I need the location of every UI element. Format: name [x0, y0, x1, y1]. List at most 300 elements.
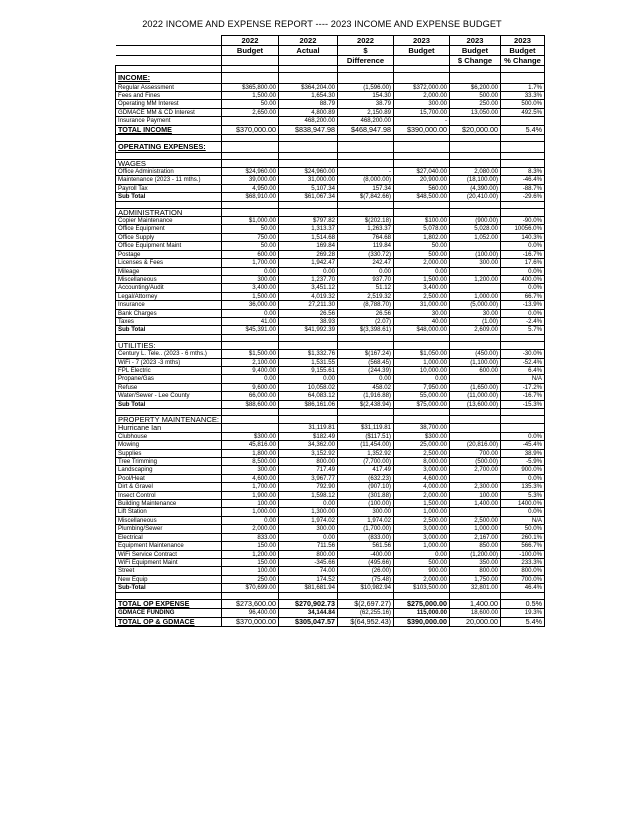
cell-value: 4,950.00 [222, 184, 279, 192]
cell-value: 5.3% [501, 491, 545, 499]
cell-value: 500.0% [501, 100, 545, 108]
cell-value: 468,200.00 [279, 117, 338, 125]
cell-value: $305,047.57 [279, 617, 338, 627]
cell-value [450, 208, 501, 216]
cell-value: 50.00 [222, 225, 279, 233]
cell-value: 2,500.00 [394, 449, 450, 457]
row-label: Dirt & Gravel [116, 483, 222, 491]
row-label: Maintenance (2023 - 11 mths.) [116, 176, 222, 184]
cell-value [222, 73, 279, 84]
cell-value [450, 508, 501, 516]
cell-value: 500.00 [450, 91, 501, 99]
table-row [116, 358, 545, 366]
cell-value: 34,144.84 [279, 609, 338, 617]
cell-value [394, 142, 450, 153]
cell-value: 40.00 [394, 317, 450, 325]
cell-value: 833.00 [222, 533, 279, 541]
row-label: Hurricane Ian [116, 424, 222, 432]
cell-value [394, 152, 450, 159]
cell-value: 600.00 [222, 250, 279, 258]
cell-value: $45,391.00 [222, 326, 279, 334]
cell-value: 1.7% [501, 83, 545, 91]
cell-value [338, 341, 394, 349]
cell-value: 1,263.37 [338, 225, 394, 233]
cell-value: 0.00 [222, 309, 279, 317]
row-label: Electrical [116, 533, 222, 541]
table-row [116, 432, 545, 440]
cell-value: 1,531.55 [279, 358, 338, 366]
row-label: Pool/Heat [116, 474, 222, 482]
table-row [116, 217, 545, 225]
table-row [116, 108, 545, 116]
cell-value: (18,100.00) [450, 176, 501, 184]
table-row [116, 135, 545, 142]
cell-value [338, 159, 394, 167]
row-label: Accounting/Audit [116, 284, 222, 292]
table-row [116, 334, 545, 341]
row-label: FPL Electric [116, 366, 222, 374]
cell-value [222, 142, 279, 153]
cell-value [338, 135, 394, 142]
cell-value: N/A [501, 375, 545, 383]
cell-value [338, 334, 394, 341]
column-header: % Change [501, 56, 545, 66]
cell-value [450, 159, 501, 167]
column-header: 2023 [501, 36, 545, 46]
cell-value: 717.49 [279, 466, 338, 474]
cell-value [450, 416, 501, 424]
cell-value: 800.0% [501, 567, 545, 575]
cell-value: 1,654.30 [279, 91, 338, 99]
table-row [116, 309, 545, 317]
cell-value [222, 424, 279, 432]
row-label [116, 66, 222, 73]
cell-value: 13,050.00 [450, 108, 501, 116]
cell-value [501, 152, 545, 159]
cell-value: 1,700.00 [222, 483, 279, 491]
cell-value [222, 152, 279, 159]
cell-value: 300.00 [222, 275, 279, 283]
cell-value: (500.00) [450, 458, 501, 466]
cell-value: 2,500.00 [394, 516, 450, 524]
cell-value [501, 159, 545, 167]
cell-value [222, 341, 279, 349]
cell-value: 169.84 [279, 242, 338, 250]
column-header: 2023 [450, 36, 501, 46]
column-header: Budget [394, 46, 450, 56]
cell-value: 0.00 [338, 375, 394, 383]
cell-value: 154.30 [338, 91, 394, 99]
cell-value: $70,699.00 [222, 584, 279, 592]
header-blank [116, 56, 222, 66]
cell-value: (11,000.00) [450, 392, 501, 400]
cell-value [394, 416, 450, 424]
cell-value: 560.00 [394, 184, 450, 192]
cell-value [394, 334, 450, 341]
cell-value: 0.0% [501, 242, 545, 250]
cell-value: $270,902.73 [279, 599, 338, 609]
cell-value: 19.3% [501, 609, 545, 617]
cell-value: $100.00 [394, 217, 450, 225]
cell-value: 27,211.30 [279, 301, 338, 309]
table-row [116, 168, 545, 176]
cell-value: 1,000.00 [394, 508, 450, 516]
cell-value [222, 409, 279, 416]
column-header: 2022 [279, 36, 338, 46]
table-row [116, 525, 545, 533]
row-label: Water/Sewer - Lee County [116, 392, 222, 400]
cell-value [450, 242, 501, 250]
cell-value [338, 201, 394, 208]
table-row [116, 259, 545, 267]
cell-value: 38.79 [338, 100, 394, 108]
cell-value: -5.9% [501, 458, 545, 466]
cell-value: 1400.0% [501, 500, 545, 508]
row-label: Sub Total [116, 400, 222, 408]
cell-value: 4,600.00 [222, 474, 279, 482]
cell-value: 2,300.00 [450, 483, 501, 491]
table-row [116, 193, 545, 201]
row-label: Office Administration [116, 168, 222, 176]
cell-value: (20,410.00) [450, 193, 501, 201]
cell-value: 0.00 [338, 267, 394, 275]
cell-value [450, 142, 501, 153]
cell-value [394, 341, 450, 349]
cell-value [338, 416, 394, 424]
cell-value: 50.00 [394, 242, 450, 250]
cell-value: 1,500.00 [222, 292, 279, 300]
cell-value: 0.00 [279, 500, 338, 508]
cell-value: 10056.0% [501, 225, 545, 233]
cell-value: $68,910.00 [222, 193, 279, 201]
cell-value: 3,000.00 [394, 466, 450, 474]
table-row [116, 152, 545, 159]
cell-value: 300.00 [450, 259, 501, 267]
cell-value: 1,974.02 [338, 516, 394, 524]
cell-value: 417.49 [338, 466, 394, 474]
cell-value: 1,200.00 [450, 275, 501, 283]
cell-value: (244.39) [338, 366, 394, 374]
cell-value: 74.00 [279, 567, 338, 575]
column-header [279, 56, 338, 66]
cell-value: - [394, 117, 450, 125]
cell-value: 0.0% [501, 284, 545, 292]
cell-value: $(3,398.61) [338, 326, 394, 334]
cell-value: -345.66 [279, 558, 338, 566]
row-label: TOTAL INCOME [116, 125, 222, 135]
table-row [116, 474, 545, 482]
row-label [116, 334, 222, 341]
cell-value: 2,080.00 [450, 168, 501, 176]
table-row [116, 441, 545, 449]
table-row [116, 117, 545, 125]
table-row [116, 292, 545, 300]
cell-value [450, 334, 501, 341]
cell-value: 4,600.00 [394, 474, 450, 482]
cell-value [501, 592, 545, 599]
cell-value [501, 117, 545, 125]
row-label: WAGES [116, 159, 222, 167]
cell-value [222, 592, 279, 599]
cell-value: 38.93 [279, 317, 338, 325]
cell-value: 0.00 [394, 550, 450, 558]
cell-value: 2,000.00 [394, 91, 450, 99]
row-label: Licenses & Fees [116, 259, 222, 267]
cell-value: 18,600.00 [450, 609, 501, 617]
table-row [116, 375, 545, 383]
cell-value: 1,500.00 [394, 500, 450, 508]
cell-value: 1,000.00 [222, 508, 279, 516]
cell-value: 800.00 [279, 458, 338, 466]
row-label: OPERATING EXPENSES: [116, 142, 222, 153]
cell-value: -16.7% [501, 250, 545, 258]
table-row [116, 491, 545, 499]
column-header: Budget [501, 46, 545, 56]
cell-value [394, 409, 450, 416]
cell-value: -45.4% [501, 441, 545, 449]
report-title: 2022 INCOME AND EXPENSE REPORT ---- 2023 INCOME AND EXPENSE BUDGET [142, 19, 502, 29]
cell-value: -100.0% [501, 550, 545, 558]
column-header: $ Change [450, 56, 501, 66]
cell-value [450, 73, 501, 84]
cell-value: (7,700.00) [338, 458, 394, 466]
table-row [116, 267, 545, 275]
table-row [116, 317, 545, 325]
cell-value: 1,900.00 [222, 491, 279, 499]
cell-value [501, 409, 545, 416]
row-label: Century L. Tele.. (2023 - 6 mths.) [116, 350, 222, 358]
cell-value [450, 66, 501, 73]
cell-value [279, 341, 338, 349]
cell-value [501, 201, 545, 208]
row-label [116, 592, 222, 599]
cell-value: 5,078.00 [394, 225, 450, 233]
row-label: Bank Charges [116, 309, 222, 317]
cell-value: 5,107.34 [279, 184, 338, 192]
cell-value: ($117.51) [338, 432, 394, 440]
cell-value: 30.00 [394, 309, 450, 317]
cell-value: 1,942.47 [279, 259, 338, 267]
cell-value: 2,500.00 [450, 516, 501, 524]
cell-value: 0.00 [222, 516, 279, 524]
cell-value: 10,000.00 [394, 366, 450, 374]
cell-value [450, 135, 501, 142]
cell-value [501, 416, 545, 424]
cell-value: 700.00 [450, 449, 501, 457]
cell-value: 33.3% [501, 91, 545, 99]
row-label: Lift Station [116, 508, 222, 516]
cell-value: (1.00) [450, 317, 501, 325]
cell-value: (8,000.00) [338, 176, 394, 184]
cell-value [501, 73, 545, 84]
cell-value: 15,700.00 [394, 108, 450, 116]
cell-value: 0.00 [279, 375, 338, 383]
cell-value: 500.00 [394, 558, 450, 566]
cell-value [338, 208, 394, 216]
table-row [116, 242, 545, 250]
cell-value [450, 409, 501, 416]
cell-value [501, 142, 545, 153]
table-row [116, 201, 545, 208]
cell-value: 0.0% [501, 432, 545, 440]
table-row [116, 350, 545, 358]
cell-value: $182.49 [279, 432, 338, 440]
table-row [116, 458, 545, 466]
cell-value: 36,000.00 [222, 301, 279, 309]
row-label: Mileage [116, 267, 222, 275]
row-label: Postage [116, 250, 222, 258]
cell-value [450, 341, 501, 349]
cell-value: 0.5% [501, 599, 545, 609]
cell-value: 50.00 [222, 242, 279, 250]
row-label: Sub-Total [116, 584, 222, 592]
row-label: Office Equipment Maint [116, 242, 222, 250]
table-row [116, 592, 545, 599]
cell-value: -46.4% [501, 176, 545, 184]
cell-value: $(167.24) [338, 350, 394, 358]
cell-value: 260.1% [501, 533, 545, 541]
cell-value: 1,000.00 [394, 542, 450, 550]
cell-value: 1,974.02 [279, 516, 338, 524]
cell-value: $273,600.00 [222, 599, 279, 609]
row-label: WiFi Equipment Maint [116, 558, 222, 566]
cell-value: 2,100.00 [222, 358, 279, 366]
column-header: Actual [279, 46, 338, 56]
cell-value: (632.23) [338, 474, 394, 482]
cell-value: 150.00 [222, 542, 279, 550]
cell-value: 269.28 [279, 250, 338, 258]
cell-value: $1,050.00 [394, 350, 450, 358]
cell-value: $6,200.00 [450, 83, 501, 91]
cell-value: 55,000.00 [394, 392, 450, 400]
cell-value: $61,067.34 [279, 193, 338, 201]
table-row [116, 91, 545, 99]
cell-value: $(2,697.27) [338, 599, 394, 609]
cell-value: N/A [501, 516, 545, 524]
cell-value [338, 152, 394, 159]
cell-value: 0.00 [394, 375, 450, 383]
cell-value: 88.79 [279, 100, 338, 108]
cell-value: 1,300.00 [279, 508, 338, 516]
table-row [116, 466, 545, 474]
cell-value [222, 117, 279, 125]
row-label: GDMACE MM & CD Interest [116, 108, 222, 116]
cell-value: 66,000.00 [222, 392, 279, 400]
cell-value: 0.00 [222, 375, 279, 383]
cell-value: 39,000.00 [222, 176, 279, 184]
cell-value: 1,000.00 [394, 358, 450, 366]
cell-value: 31,000.00 [394, 301, 450, 309]
cell-value: 3,967.77 [279, 474, 338, 482]
cell-value: 400.0% [501, 275, 545, 283]
cell-value: 250.00 [222, 575, 279, 583]
column-header: Budget [450, 46, 501, 56]
cell-value: 34,362.00 [279, 441, 338, 449]
cell-value [501, 334, 545, 341]
cell-value: 2,519.32 [338, 292, 394, 300]
cell-value [501, 135, 545, 142]
table-row [116, 392, 545, 400]
row-label: GDMACE FUNDING [116, 609, 222, 617]
row-label: Building Maintenance [116, 500, 222, 508]
cell-value: 45,816.00 [222, 441, 279, 449]
cell-value: 3,451.12 [279, 284, 338, 292]
cell-value: 100.00 [450, 491, 501, 499]
cell-value: (75.48) [338, 575, 394, 583]
cell-value: $370,000.00 [222, 125, 279, 135]
cell-value: $81,681.94 [279, 584, 338, 592]
cell-value: $390,000.00 [394, 617, 450, 627]
cell-value: -17.2% [501, 383, 545, 391]
cell-value [279, 334, 338, 341]
column-header: 2022 [222, 36, 279, 46]
table-row [116, 449, 545, 457]
cell-value [501, 66, 545, 73]
cell-value: 1,700.00 [222, 259, 279, 267]
row-label: Insect Control [116, 491, 222, 499]
cell-value: 1,800.00 [222, 449, 279, 457]
cell-value: 937.70 [338, 275, 394, 283]
column-header: 2023 [394, 36, 450, 46]
cell-value: $(64,952.43) [338, 617, 394, 627]
table-row [116, 516, 545, 524]
cell-value: 0.00 [279, 267, 338, 275]
cell-value: 350.00 [450, 558, 501, 566]
cell-value: $10,982.94 [338, 584, 394, 592]
cell-value: 20,900.00 [394, 176, 450, 184]
cell-value: $41,992.39 [279, 326, 338, 334]
cell-value: 26.56 [279, 309, 338, 317]
row-label: Street [116, 567, 222, 575]
table-row [116, 558, 545, 566]
cell-value: 17.6% [501, 259, 545, 267]
table-row [116, 275, 545, 283]
cell-value: (2.07) [338, 317, 394, 325]
cell-value [279, 159, 338, 167]
cell-value: 500.00 [394, 250, 450, 258]
cell-value: (13,600.00) [450, 400, 501, 408]
cell-value [279, 66, 338, 73]
cell-value: 20,000.00 [450, 617, 501, 627]
cell-value: $372,000.00 [394, 83, 450, 91]
cell-value: 30.00 [450, 309, 501, 317]
cell-value: 1,514.68 [279, 233, 338, 241]
row-label: Insurance [116, 301, 222, 309]
cell-value: 3,152.92 [279, 449, 338, 457]
row-label: TOTAL OP & GDMACE [116, 617, 222, 627]
table-row [116, 542, 545, 550]
cell-value: -30.0% [501, 350, 545, 358]
cell-value [222, 66, 279, 73]
cell-value: 2,650.00 [222, 108, 279, 116]
table-row [116, 416, 545, 424]
cell-value: $48,000.00 [394, 326, 450, 334]
cell-value [279, 208, 338, 216]
cell-value: (1,650.00) [450, 383, 501, 391]
cell-value: 4,019.32 [279, 292, 338, 300]
cell-value: 100.00 [222, 500, 279, 508]
table-row [116, 500, 545, 508]
cell-value: 119.84 [338, 242, 394, 250]
cell-value: $27,040.00 [394, 168, 450, 176]
cell-value: 1,500.00 [394, 275, 450, 283]
cell-value: (1,700.00) [338, 525, 394, 533]
cell-value: 9,400.00 [222, 366, 279, 374]
cell-value: 150.00 [222, 558, 279, 566]
cell-value [394, 201, 450, 208]
table-row [116, 533, 545, 541]
column-header: Budget [222, 46, 279, 56]
